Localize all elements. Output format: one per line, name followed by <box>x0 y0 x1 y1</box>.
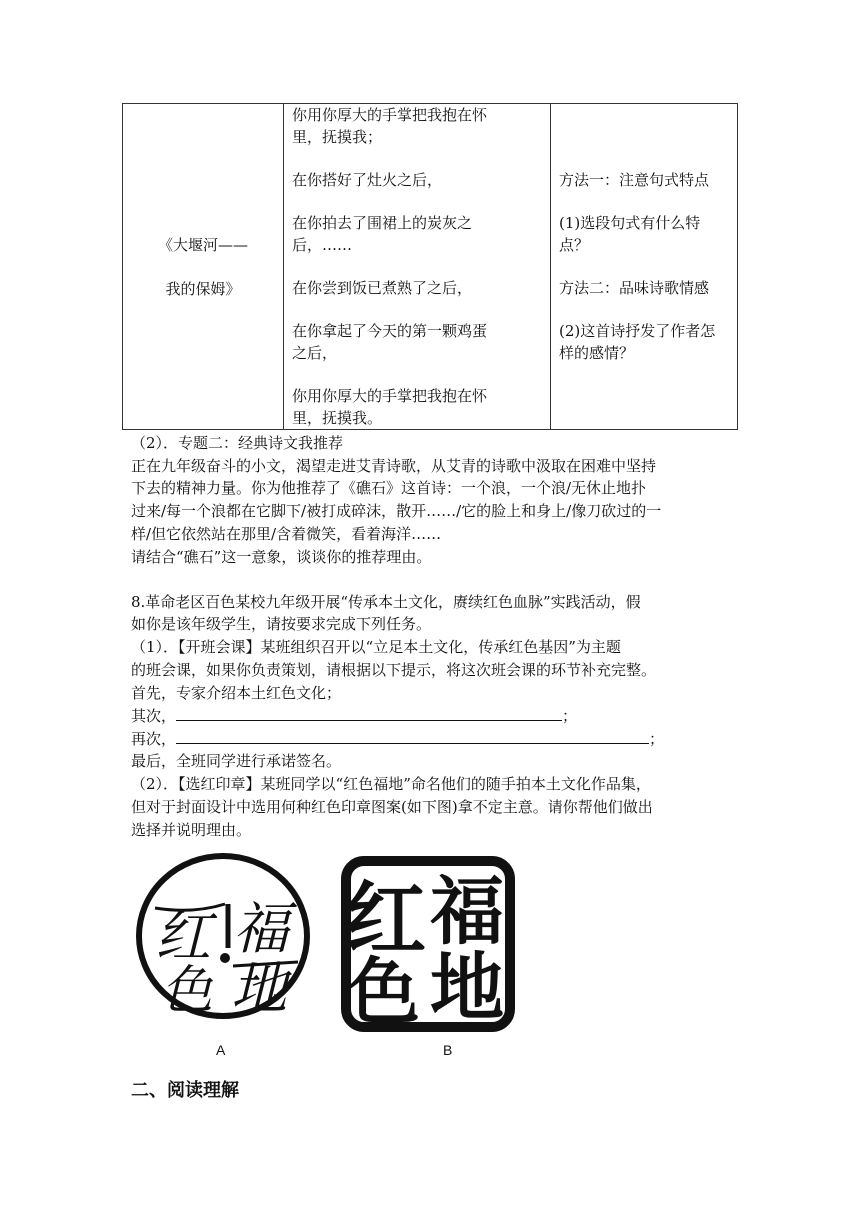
q8-part2-line: 选择并说明理由。 <box>131 821 252 839</box>
method-cell <box>551 104 738 430</box>
poem-line: 之后， <box>292 344 338 362</box>
q8-part1-line: 的班会课，如果你负责策划，请根据以下提示，将这次班会课的环节补充完整。 <box>131 661 657 679</box>
topic2-paragraph-line: 下去的精神力量。你为他推荐了《礁石》这首诗：一个浪，一个浪/无休止地扑 <box>131 479 647 497</box>
method-line: 点？ <box>559 236 590 254</box>
poem-table <box>122 103 738 430</box>
poem-line: 你用你厚大的手掌把我抱在怀 <box>292 387 488 405</box>
third-end: ； <box>649 730 665 748</box>
poem-title-line: 我的保姆》 <box>165 279 241 298</box>
poem-line: 在你搭好了灶火之后， <box>292 171 443 189</box>
poem-line: 你用你厚大的手掌把我抱在怀 <box>292 106 488 124</box>
seal-a-char: 福 <box>233 897 289 962</box>
topic2-paragraph-line: 正在九年级奋斗的小文，渴望走进艾青诗歌，从艾青的诗歌中汲取在困难中坚持 <box>131 457 657 475</box>
poem-line: 里，抚摸我； <box>292 128 383 146</box>
seal-b-char: 地 <box>430 945 504 1031</box>
seal-a-char: 地 <box>231 957 287 1022</box>
poem-line: 在你拍去了围裙上的炭灰之 <box>292 214 473 232</box>
method-line: 方法一：注意句式特点 <box>559 171 710 189</box>
method-line: 方法二：品味诗歌情感 <box>559 279 710 297</box>
seal-b-label: B <box>443 1042 453 1058</box>
second-label: 其次， <box>131 707 177 725</box>
seal-b-char: 红 <box>346 873 426 966</box>
seal-b-char: 色 <box>348 950 421 1033</box>
poem-line: 在你拿起了今天的第一颗鸡蛋 <box>292 322 488 340</box>
q8-part2-line: 但对于封面设计中选用何种红色印章图案(如下图)拿不定主意。请你帮他们做出 <box>131 798 653 816</box>
q8-part1-line: 首先，专家介绍本土红色文化； <box>131 684 342 702</box>
seal-b-image <box>338 855 518 1033</box>
poem-title-line: 《大堰河—— <box>157 235 248 254</box>
seal-a-image <box>133 848 313 1024</box>
poem-line: 后，…… <box>292 236 353 254</box>
method-line: 样的感情？ <box>559 344 635 362</box>
topic2-heading: （2）．专题二：经典诗文我推荐 <box>131 434 344 452</box>
method-line: (1)选段句式有什么特 <box>559 214 701 232</box>
seal-a-label: A <box>216 1042 226 1058</box>
seal-a-char: 色 <box>161 961 214 1021</box>
poem-line: 里，抚摸我。 <box>292 409 383 427</box>
q8-intro-line: 8.革命老区百色某校九年级开展“传承本土文化，赓续红色血脉”实践活动，假 <box>131 593 641 611</box>
second-answer-blank[interactable] <box>176 705 562 721</box>
seal-a-char: 红 <box>155 905 211 970</box>
third-answer-blank[interactable] <box>176 728 649 744</box>
third-label: 再次， <box>131 730 177 748</box>
q8-intro-line: 如你是该年级学生，请按要求完成下列任务。 <box>131 615 432 633</box>
seal-b-char: 福 <box>430 869 504 955</box>
poem-line: 在你尝到饭已煮熟了之后， <box>292 279 473 297</box>
topic2-paragraph-line: 过来/每一个浪都在它脚下/被打成碎沫，散开……/它的脸上和身上/像刀砍过的一 <box>131 502 662 520</box>
topic2-paragraph-line: 样/但它依然站在那里/含着微笑，看着海洋…… <box>131 525 442 543</box>
q8-part2-line: （2）．【选红印章】某班同学以“红色福地”命名他们的随手拍本土文化作品集， <box>131 775 651 793</box>
q8-last-step: 最后，全班同学进行承诺签名。 <box>131 752 342 770</box>
poem-excerpt-cell <box>284 104 551 430</box>
second-end: ； <box>562 707 578 725</box>
q8-second-step <box>131 705 736 727</box>
section-heading: 二、阅读理解 <box>131 1080 239 1101</box>
q8-part1-line: （1）．【开班会课】某班组织召开以“立足本土文化，传承红色基因”为主题 <box>131 638 621 656</box>
topic2-prompt: 请结合“礁石”这一意象，谈谈你的推荐理由。 <box>131 548 432 566</box>
poem-title-cell <box>123 104 284 430</box>
method-line: (2)这首诗抒发了作者怎 <box>559 322 716 340</box>
q8-third-step <box>131 728 736 750</box>
